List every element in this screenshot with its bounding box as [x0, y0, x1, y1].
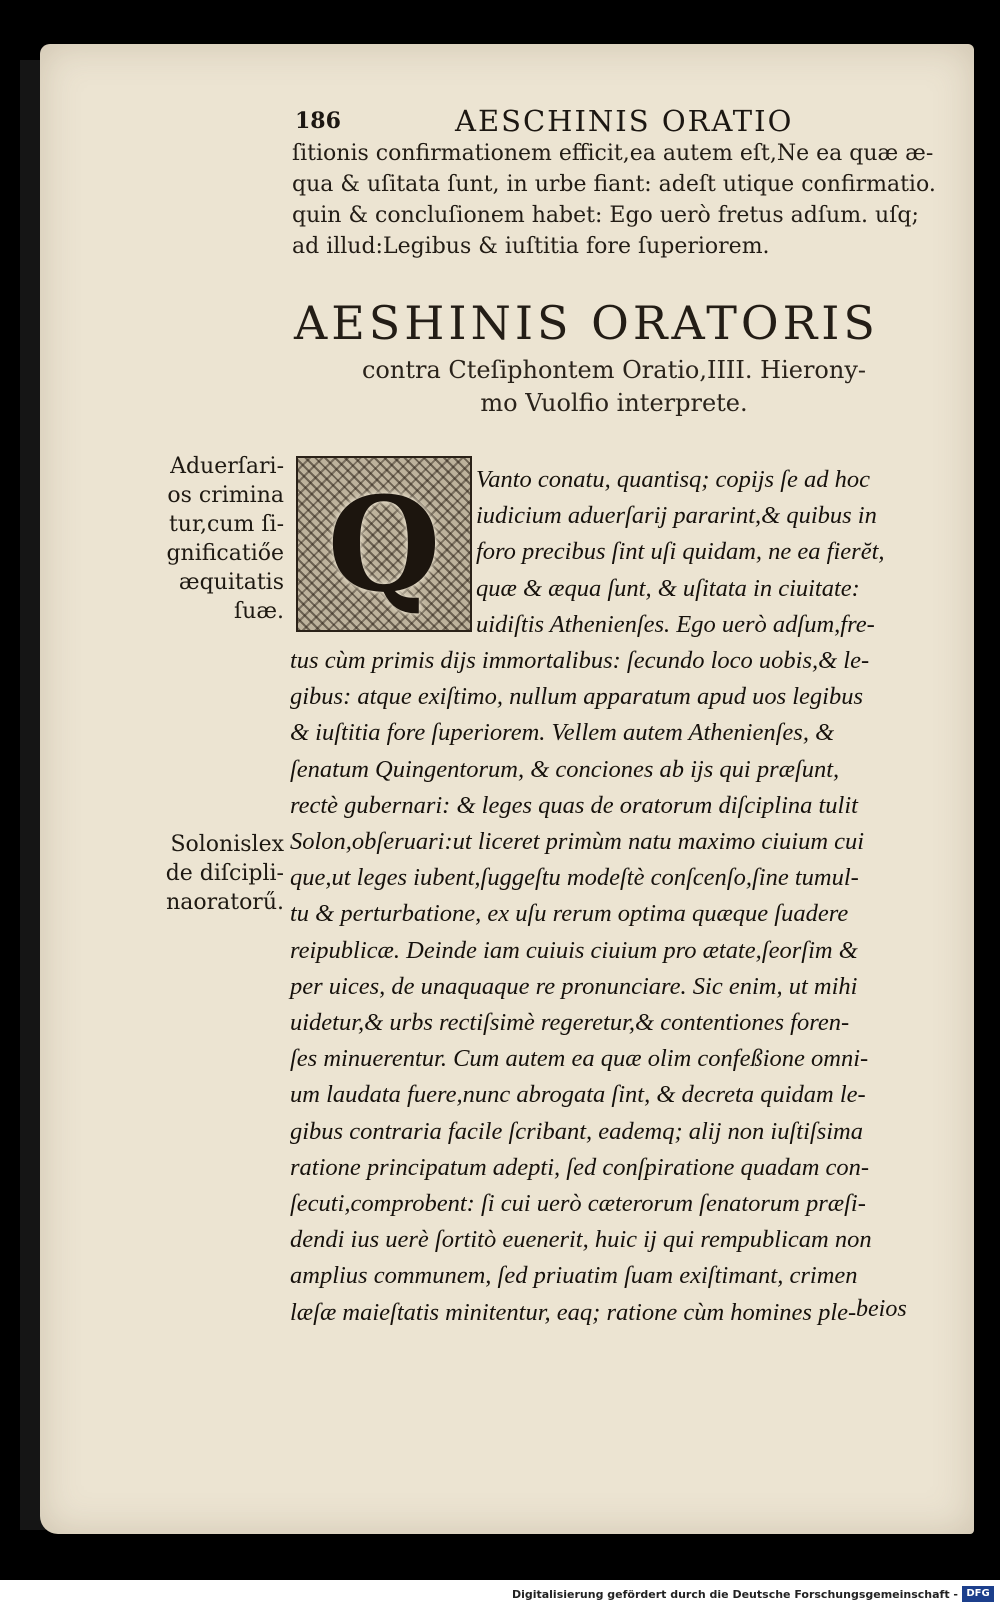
body-line: læſæ maieſtatis minitentur, eaq; ratione cùm homines ple-	[290, 1298, 857, 1326]
body-line: & iuſtitia fore ſuperiorem. Vellem autem Athenienſes, &	[290, 719, 835, 747]
body-line: per uices, de unaquaque re pronunciare. Sic enim, ut mihi	[290, 972, 858, 1000]
margin-note-line: ſuæ.	[234, 599, 284, 624]
intro-line: qua & uſitata ſunt, in urbe fiant: adeſt utique confirmatio.	[292, 172, 936, 197]
margin-note-line: Aduerſari-	[170, 454, 284, 479]
margin-note-line: os crimina	[167, 483, 284, 508]
oration-title: AESHINIS ORATORIS	[294, 296, 879, 350]
margin-note-adversaries	[150, 452, 284, 626]
margin-note-line: Solonislex	[170, 832, 284, 857]
body-line: Solon,obſeruari:ut liceret primùm natu maximo ciuium cui	[290, 828, 865, 856]
body-line: ſecuti,comprobent: ſi cui uerò cæterorum ſenatorum præſi-	[290, 1190, 866, 1218]
body-line: tu & perturbatione, ex uſu rerum optima quæque ſuadere	[290, 900, 849, 928]
oration-subtitle	[294, 354, 934, 420]
body-line: que,ut leges iubent,ſuggeſtu modeſtè conſcenſo,ſine tumul-	[290, 864, 859, 892]
body-line: iudicium aduerſarij pararint,& quibus in	[476, 502, 877, 530]
body-line: quæ & æqua ſunt, & uſitata in ciuitate:	[476, 574, 860, 602]
margin-note-line: tur,cum ſi-	[168, 512, 284, 537]
body-line: foro precibus ſint uſi quidam, ne ea fierĕt,	[476, 538, 885, 566]
footer-bar	[0, 1580, 1000, 1610]
body-line: reipublicæ. Deinde iam cuiuis ciuium pro ætate,ſeorſim &	[290, 936, 858, 964]
body-line: ratione principatum adepti, ſed conſpiratione quadam con-	[290, 1153, 870, 1181]
dfg-logo: DFG	[962, 1586, 994, 1602]
subtitle-line: contra Cteſiphontem Oratio,IIII. Hierony-	[361, 356, 867, 384]
intro-line: ad illud:Legibus & iuſtitia fore ſuperiorem.	[292, 234, 770, 259]
body-line: amplius communem, ſed priuatim ſuam exiſtimant, crimen	[290, 1262, 858, 1290]
margin-note-solon	[150, 830, 284, 917]
margin-note-line: naoratorű.	[166, 890, 284, 915]
body-line: gibus: atque exiſtimo, nullum apparatum apud uos legibus	[290, 683, 863, 711]
margin-note-line: æquitatis	[178, 570, 284, 595]
margin-note-line: de diſcipli-	[165, 861, 284, 886]
body-line: um laudata fuere,nunc abrogata ſint, & decreta quidam le-	[290, 1081, 866, 1109]
page-number: 186	[295, 108, 341, 134]
subtitle-line: mo Vuolfio interprete.	[480, 389, 748, 417]
intro-paragraph	[292, 138, 936, 262]
body-line: uidiſtis Athenienſes. Ego uerò adſum,fre-	[476, 610, 875, 638]
body-line: gibus contraria facile ſcribant, eademq; alij non iuſtiſsima	[290, 1117, 863, 1145]
body-line: rectè gubernari: & leges quas de oratorum diſciplina tulit	[290, 791, 858, 819]
body-line: dendi ius uerè ſortitò euenerit, huic ij qui rempublicam non	[290, 1226, 872, 1254]
catchword: beios	[856, 1296, 907, 1322]
oration-body	[290, 462, 940, 1331]
body-line: ſes minuerentur. Cum autem ea quæ olim confeßione omni-	[290, 1045, 869, 1073]
body-line: tus cùm primis dijs immortalibus: ſecundo loco uobis,& le-	[290, 647, 870, 675]
body-line: ſenatum Quingentorum, & conciones ab ijs qui præſunt,	[290, 755, 840, 783]
intro-line: ſitionis confirmationem efficit,ea autem eſt,Ne ea quæ æ-	[292, 141, 934, 166]
body-line: uidetur,& urbs rectiſsimè regeretur,& contentiones foren-	[290, 1009, 850, 1037]
running-head: AESCHINIS ORATIO	[455, 104, 794, 138]
footer-credit: Digitalisierung gefördert durch die Deutsche Forschungsgemeinschaft -	[511, 1588, 958, 1601]
margin-note-line: gnificatiőe	[166, 541, 284, 566]
intro-line: quin & concluſionem habet: Ego uerò fretus adſum. uſq;	[292, 203, 919, 228]
body-line: Vanto conatu, quantisq; copijs ſe ad hoc	[476, 466, 870, 493]
initial-letter: Q	[327, 467, 441, 621]
